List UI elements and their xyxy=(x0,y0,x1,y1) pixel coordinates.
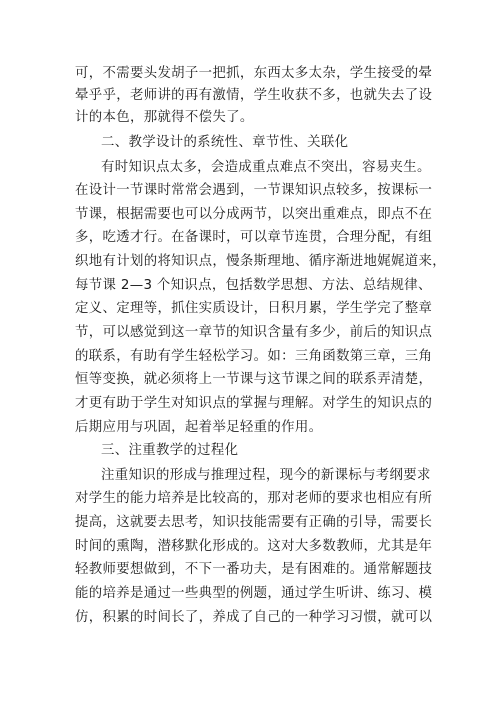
paragraph-line: 每节课 2—3 个知识点，包括数学思想、方法、总结规律、 xyxy=(75,278,432,293)
paragraph-line: 才更有助于学生对知识点的掌握与理解。对学生的知识点的 xyxy=(75,396,433,411)
section-heading: 三、注重教学的过程化 xyxy=(101,443,239,458)
paragraph-line: 对学生的能力培养是比较高的，那对老师的要求也相应有所 xyxy=(75,491,433,506)
paragraph-line: 注重知识的形成与推理过程，现今的新课标与考纲要求 xyxy=(101,468,431,483)
paragraph-line: 后期应用与巩固，起着举足轻重的作用。 xyxy=(75,420,323,435)
paragraph-line: 定义、定理等，抓住实质设计，日积月累，学生学完了整章 xyxy=(75,301,433,316)
paragraph-line: 仿，积累的时间长了，养成了自己的一种学习习惯，就可以 xyxy=(75,610,433,625)
paragraph-line: 节课，根据需要也可以分成两节，以突出重难点，即点不在 xyxy=(75,207,433,222)
paragraph-line: 节，可以感觉到这一章节的知识含量有多少，前后的知识点 xyxy=(75,325,433,340)
paragraph-line: 计的本色，那就得不偿失了。 xyxy=(75,110,254,125)
section-heading: 二、教学设计的系统性、章节性、关联化 xyxy=(101,135,349,150)
paragraph-line: 轻教师要想做到，不下一番功夫，是有困难的。通常解题技 xyxy=(75,562,433,577)
paragraph-line: 可，不需要头发胡子一把抓，东西太多太杂，学生接受的晕 xyxy=(75,66,433,81)
paragraph-line: 多，吃透才行。在备课时，可以章节连贯，合理分配，有组 xyxy=(75,230,433,245)
paragraph-line: 恒等变换，就必须将上一节课与这节课之间的联系弄清楚， xyxy=(75,372,433,387)
paragraph-line: 时间的熏陶，潜移默化形成的。这对大多数教师，尤其是年 xyxy=(75,539,433,554)
paragraph-line: 能的培养是通过一些典型的例题，通过学生听讲、练习、模 xyxy=(75,586,433,601)
paragraph-line: 的联系，有助有学生轻松学习。如：三角函数第三章，三角 xyxy=(75,349,433,364)
paragraph-line: 晕乎乎，老师讲的再有激情，学生收获不多，也就失去了设 xyxy=(75,88,433,103)
paragraph-line: 有时知识点太多，会造成重点难点不突出，容易夹生。 xyxy=(101,160,431,175)
paragraph-line: 提高，这就要去思考，知识技能需要有正确的引导，需要长 xyxy=(75,515,433,530)
paragraph-line: 在设计一节课时常常会遇到，一节课知识点较多，按课标一 xyxy=(75,183,433,198)
paragraph-line: 织地有计划的将知识点，慢条斯理地、循序渐进地娓娓道来， xyxy=(75,254,446,269)
